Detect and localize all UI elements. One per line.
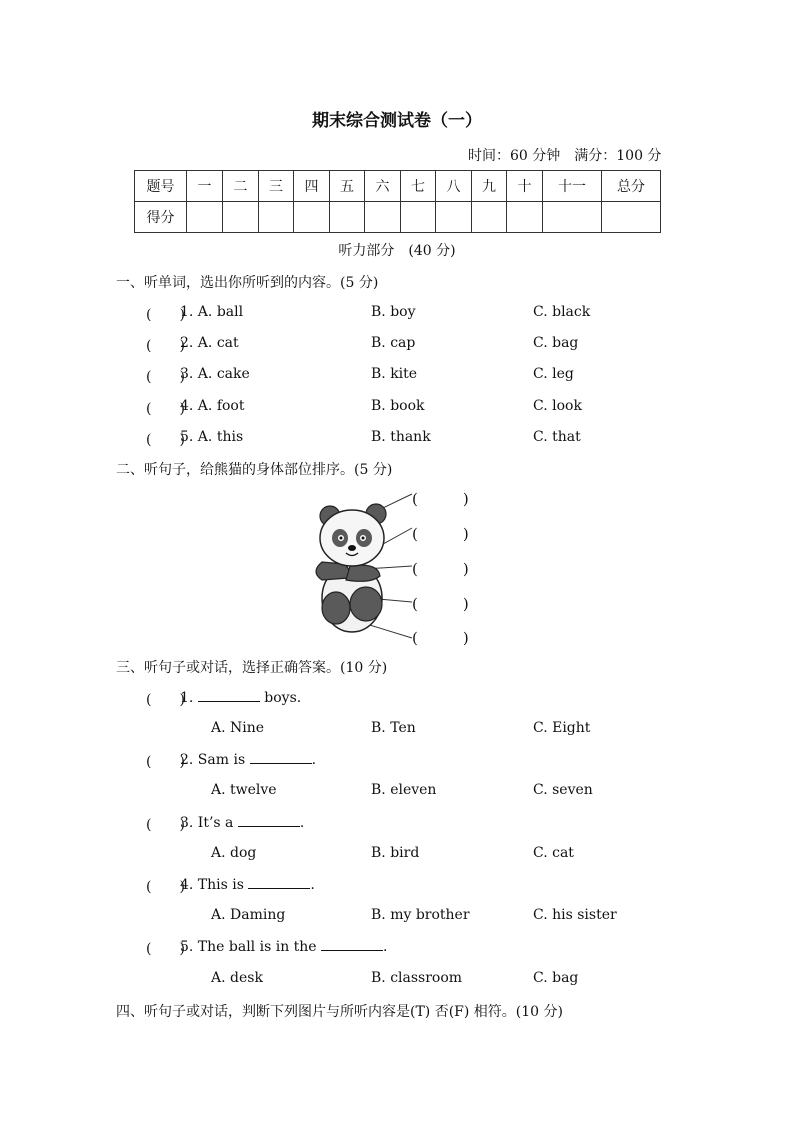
option-b: B. my brother — [371, 907, 470, 923]
fill-blank[interactable] — [198, 689, 260, 702]
time-score-info: 时间：60 分钟 满分：100 分 — [468, 148, 662, 164]
option-a: A. dog — [211, 845, 257, 861]
answer-paren[interactable]: ( ) — [146, 754, 185, 770]
header-cell: 五 — [330, 171, 365, 202]
header-cell: 总分 — [602, 171, 661, 202]
answer-paren[interactable]: ( ) — [412, 595, 469, 613]
fill-blank[interactable] — [248, 876, 310, 889]
option-c: C. bag — [533, 335, 579, 351]
header-cell: 三 — [259, 171, 294, 202]
answer-paren[interactable]: ( ) — [146, 338, 185, 354]
listening-part-heading: 听力部分 (40 分) — [338, 243, 456, 259]
header-cell: 四 — [294, 171, 330, 202]
score-table-header-row — [135, 171, 661, 202]
answer-paren[interactable]: ( ) — [146, 879, 185, 895]
header-cell: 十 — [507, 171, 543, 202]
option-b: B. boy — [371, 304, 416, 320]
page-title: 期末综合测试卷（一） — [312, 111, 482, 131]
fill-blank[interactable] — [250, 751, 312, 764]
score-cell[interactable] — [259, 202, 294, 233]
section-1-title: 一、听单词，选出你所听到的内容。(5 分) — [116, 275, 379, 291]
score-cell[interactable] — [330, 202, 365, 233]
answer-paren[interactable]: ( ) — [146, 432, 185, 448]
score-cell[interactable] — [401, 202, 436, 233]
option-c: C. Eight — [533, 720, 591, 736]
answer-paren[interactable]: ( ) — [146, 401, 185, 417]
option-b: B. Ten — [371, 720, 416, 736]
question-text: 1. boys. — [180, 690, 302, 706]
option-a: A. Nine — [211, 720, 265, 736]
section-2-title: 二、听句子，给熊猫的身体部位排序。(5 分) — [116, 462, 393, 478]
option-a: A. twelve — [211, 782, 277, 798]
row-label: 得分 — [135, 202, 187, 233]
answer-paren[interactable]: ( ) — [146, 369, 185, 385]
score-table — [134, 170, 661, 233]
option-c: C. cat — [533, 845, 574, 861]
score-cell[interactable] — [365, 202, 401, 233]
option-a: 4. A. foot — [180, 398, 245, 414]
answer-paren[interactable]: ( ) — [412, 560, 469, 578]
option-c: C. look — [533, 398, 582, 414]
answer-paren[interactable]: ( ) — [146, 692, 185, 708]
answer-paren[interactable]: ( ) — [146, 817, 185, 833]
fill-blank[interactable] — [238, 814, 300, 827]
option-c: C. his sister — [533, 907, 617, 923]
score-cell[interactable] — [507, 202, 543, 233]
header-cell: 九 — [472, 171, 507, 202]
option-a: 2. A. cat — [180, 335, 239, 351]
section-3-title: 三、听句子或对话，选择正确答案。(10 分) — [116, 660, 388, 676]
question-text: 4. This is . — [180, 877, 315, 893]
score-cell[interactable] — [223, 202, 259, 233]
score-cell[interactable] — [543, 202, 602, 233]
header-cell: 十一 — [543, 171, 602, 202]
answer-paren[interactable]: ( ) — [412, 525, 469, 543]
option-b: B. thank — [371, 429, 431, 445]
score-cell[interactable] — [602, 202, 661, 233]
option-c: C. black — [533, 304, 591, 320]
option-a: A. Daming — [211, 907, 286, 923]
header-cell: 题号 — [135, 171, 187, 202]
header-cell: 一 — [187, 171, 223, 202]
header-cell: 二 — [223, 171, 259, 202]
question-text: 3. It’s a . — [180, 815, 305, 831]
score-cell[interactable] — [436, 202, 472, 233]
answer-paren[interactable]: ( ) — [412, 629, 469, 647]
option-b: B. book — [371, 398, 425, 414]
score-cell[interactable] — [472, 202, 507, 233]
answer-paren[interactable]: ( ) — [146, 941, 185, 957]
option-a: A. desk — [211, 970, 263, 986]
question-text: 5. The ball is in the . — [180, 939, 388, 955]
option-c: C. leg — [533, 366, 574, 382]
header-cell: 六 — [365, 171, 401, 202]
header-cell: 八 — [436, 171, 472, 202]
question-text: 2. Sam is . — [180, 752, 317, 768]
option-c: C. bag — [533, 970, 579, 986]
option-b: B. classroom — [371, 970, 463, 986]
option-c: C. seven — [533, 782, 593, 798]
score-cell[interactable] — [187, 202, 223, 233]
option-b: B. kite — [371, 366, 418, 382]
option-a: 5. A. this — [180, 429, 244, 445]
score-cell[interactable] — [294, 202, 330, 233]
option-a: 3. A. cake — [180, 366, 250, 382]
fill-blank[interactable] — [321, 938, 383, 951]
answer-paren[interactable]: ( ) — [412, 490, 469, 508]
option-b: B. cap — [371, 335, 416, 351]
option-c: C. that — [533, 429, 581, 445]
option-a: 1. A. ball — [180, 304, 244, 320]
section-4-title: 四、听句子或对话，判断下列图片与所听内容是(T) 否(F) 相符。(10 分) — [116, 1004, 563, 1020]
score-table-score-row — [135, 202, 661, 233]
option-b: B. eleven — [371, 782, 437, 798]
header-cell: 七 — [401, 171, 436, 202]
option-b: B. bird — [371, 845, 420, 861]
answer-paren[interactable]: ( ) — [146, 307, 185, 323]
